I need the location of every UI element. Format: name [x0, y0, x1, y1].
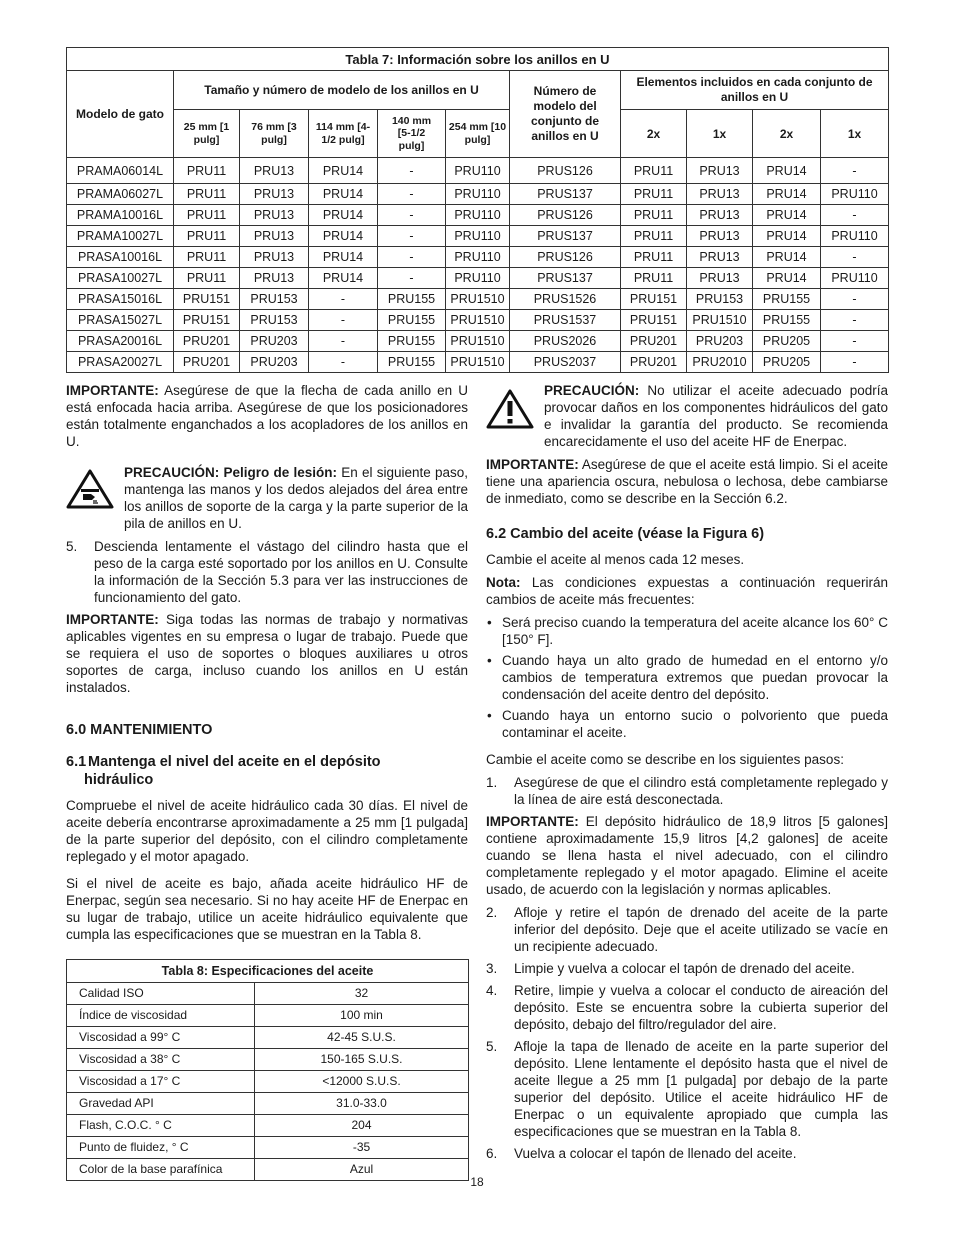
- table-row: [67, 268, 889, 289]
- table-cell: PRU11: [621, 205, 687, 226]
- table-cell: PRU203: [240, 331, 309, 352]
- table-cell: PRU110: [446, 268, 510, 289]
- table-cell: PRU155: [753, 289, 821, 310]
- table-cell: PRU153: [240, 310, 309, 331]
- table-cell: PRU14: [309, 268, 378, 289]
- step-number: 3.: [486, 961, 498, 976]
- step-number: 4.: [486, 983, 498, 998]
- table7-body: [67, 158, 889, 373]
- jack-model-cell: PRASA20027L: [67, 352, 174, 373]
- important-text: Siga todas las normas de trabajo y normativas aplicables vigentes en su empresa o lugar de trabajo. Puede que se requiera el uso de soportes o bloques auxiliares u otros soportes de carga, incluso cuando los anillos en U están instalados.: [66, 612, 468, 695]
- table-cell: PRU151: [174, 310, 240, 331]
- step-text: Vuelva a colocar el tapón de llenado del aceite.: [514, 1146, 797, 1161]
- caution-text: En el siguiente paso, mantenga las manos y los dedos alejados del área entre los anillos de soporte de la carga y la parte superior de la pila de anillos en U.: [124, 465, 468, 531]
- step-6: [486, 1145, 888, 1162]
- table-cell: PRU155: [378, 310, 446, 331]
- table-cell: PRU14: [309, 247, 378, 268]
- table-cell: PRU110: [446, 184, 510, 205]
- table-cell: -: [821, 289, 889, 310]
- count-header: 2x: [621, 110, 687, 158]
- spec-name-cell: Viscosidad a 99° C: [67, 1027, 255, 1049]
- step-number: 5.: [486, 1039, 498, 1054]
- right-column: [486, 382, 888, 1167]
- table-cell: -: [821, 205, 889, 226]
- table-cell: PRUS137: [510, 268, 621, 289]
- table-row: [67, 205, 889, 226]
- table-cell: PRU14: [309, 158, 378, 184]
- table-cell: -: [821, 352, 889, 373]
- bullet-text: Será preciso cuando la temperatura del aceite alcance los 60° C [150° F].: [502, 615, 888, 647]
- table-cell: -: [821, 310, 889, 331]
- paragraph-check-oil: Compruebe el nivel de aceite hidráulico cada 30 días. El nivel de aceite debería encontrarse aproximadamente a 25 mm [1 pulgada] de la parte superior del depósito, con el cilindro completamente replegado y el motor apagado.: [66, 798, 468, 864]
- important-text: Asegúrese de que la flecha de cada anillo en U está enfocada hacia arriba. Asegúrese de que los posicionadores están totalmente enganchados a los acopladores de los anillos en U.: [66, 383, 468, 449]
- table-cell: PRU13: [687, 184, 753, 205]
- table-cell: -: [378, 158, 446, 184]
- table-cell: PRU203: [240, 352, 309, 373]
- table-cell: PRU14: [309, 184, 378, 205]
- table-cell: PRU110: [821, 268, 889, 289]
- table-cell: PRU14: [753, 158, 821, 184]
- caution-label: PRECAUCIÓN: Peligro de lesión:: [124, 465, 337, 480]
- important-note-1: [66, 382, 468, 450]
- table-cell: PRU110: [446, 226, 510, 247]
- table-cell: PRU13: [687, 158, 753, 184]
- jack-model-cell: PRASA20016L: [67, 331, 174, 352]
- table-row: [67, 352, 889, 373]
- table-cell: PRU13: [240, 268, 309, 289]
- spec-name-cell: Flash, C.O.C. ° C: [67, 1115, 255, 1137]
- table-cell: PRUS126: [510, 158, 621, 184]
- spec-name-cell: Índice de viscosidad: [67, 1005, 255, 1027]
- table-cell: PRU201: [174, 331, 240, 352]
- table-cell: PRU13: [687, 205, 753, 226]
- table7-caption: Tabla 7: Información sobre los anillos en U: [67, 48, 889, 71]
- table-row: [67, 1115, 469, 1137]
- table-cell: PRU11: [621, 247, 687, 268]
- table-cell: PRU201: [174, 352, 240, 373]
- table-cell: PRUS1526: [510, 289, 621, 310]
- table-cell: PRU1510: [687, 310, 753, 331]
- spec-value-cell: 42-45 S.U.S.: [255, 1027, 469, 1049]
- table-cell: -: [378, 226, 446, 247]
- left-column: [66, 382, 468, 1181]
- table-cell: PRU13: [240, 205, 309, 226]
- table-cell: PRU13: [687, 247, 753, 268]
- spec-value-cell: 150-165 S.U.S.: [255, 1049, 469, 1071]
- table-cell: PRU14: [309, 205, 378, 226]
- table-cell: -: [821, 158, 889, 184]
- table-cell: PRUS126: [510, 205, 621, 226]
- table-cell: PRU11: [174, 247, 240, 268]
- oil-specs-table: [66, 959, 469, 1181]
- table-cell: PRUS137: [510, 184, 621, 205]
- caution-oil: [486, 382, 888, 450]
- table-cell: PRU1510: [446, 310, 510, 331]
- important-label: IMPORTANTE:: [486, 457, 579, 472]
- section-heading-6-2: 6.2 Cambio del aceite (véase la Figura 6): [486, 526, 765, 542]
- important-label: IMPORTANTE:: [66, 612, 159, 627]
- count-header: 1x: [687, 110, 753, 158]
- table-cell: PRUS1537: [510, 310, 621, 331]
- table-cell: PRU153: [240, 289, 309, 310]
- table-cell: PRU205: [753, 331, 821, 352]
- step-text: Afloje la tapa de llenado de aceite en la parte superior del depósito. Llene lentamente el depósito hasta que el nivel de aceite llegue a 25 mm [1 pulgada] por debajo de la parte superior del depósito. Utilice el aceite hidráulico HF de Enerpac o un equivalente apropiado que cumpla las especificaciones que se muestran en la Tabla 8.: [514, 1039, 888, 1139]
- table-cell: PRU203: [687, 331, 753, 352]
- spec-name-cell: Punto de fluidez, ° C: [67, 1137, 255, 1159]
- step-3: [486, 960, 888, 977]
- step-number: 6.: [486, 1146, 498, 1161]
- jack-model-cell: PRASA10016L: [67, 247, 174, 268]
- step-number: 2.: [486, 905, 498, 920]
- jack-model-cell: PRASA15016L: [67, 289, 174, 310]
- table-cell: PRU13: [687, 226, 753, 247]
- table-cell: PRU1510: [446, 331, 510, 352]
- spec-value-cell: Azul: [255, 1159, 469, 1181]
- spec-value-cell: 32: [255, 983, 469, 1005]
- table-cell: PRU151: [621, 289, 687, 310]
- table-cell: -: [309, 352, 378, 373]
- spec-name-cell: Color de la base parafínica: [67, 1159, 255, 1181]
- jack-model-cell: PRAMA06027L: [67, 184, 174, 205]
- spec-name-cell: Calidad ISO: [67, 983, 255, 1005]
- spec-value-cell: 31.0-33.0: [255, 1093, 469, 1115]
- size-header: 114 mm [4-1/2 pulg]: [309, 110, 378, 158]
- table-row: [67, 1049, 469, 1071]
- step-text: Descienda lentamente el vástago del cilindro hasta que el peso de la carga esté soportado por los anillos en U. Consulte la información de la Sección 5.3 para ver las instrucciones de funcionamiento del gato.: [94, 539, 468, 605]
- step-5: [486, 1038, 888, 1140]
- table-cell: PRU110: [446, 247, 510, 268]
- step-text: Afloje y retire el tapón de drenado del aceite de la parte inferior del depósito. Deje que el aceite utilizado se vacíe en un recipiente adecuado.: [514, 905, 888, 954]
- paragraph-low-oil: Si el nivel de aceite es bajo, añada aceite hidráulico HF de Enerpac, según sea necesario. Si no hay aceite HF de Enerpac en su lugar de trabajo, utilice un aceite hidráulico equivalente que cumpla las especificaciones que se muestran en la Tabla 8.: [66, 876, 468, 942]
- bullet-text: Cuando haya un alto grado de humedad en el entorno y/o cambios de temperatura extremos que puedan provocar la condensación del aceite dentro del depósito.: [502, 653, 888, 702]
- count-header: 2x: [753, 110, 821, 158]
- jack-model-cell: PRAMA06014L: [67, 158, 174, 184]
- table8-body: [67, 983, 469, 1181]
- step-number: 1.: [486, 775, 498, 790]
- table-cell: PRU110: [821, 184, 889, 205]
- page-number: 18: [470, 1175, 484, 1189]
- table-cell: PRU1510: [446, 289, 510, 310]
- paragraph-steps-intro: Cambie el aceite como se describe en los siguientes pasos:: [486, 752, 844, 767]
- caution-text: No utilizar el aceite adecuado podría provocar daños en los componentes hidráulicos del gato e invalidar la garantía del producto. Se recomienda encarecidamente el uso del aceite HF de Enerpac.: [544, 383, 888, 449]
- table-cell: PRUS2037: [510, 352, 621, 373]
- table-cell: PRU14: [753, 184, 821, 205]
- table-cell: PRU155: [378, 289, 446, 310]
- table-cell: PRU11: [621, 158, 687, 184]
- jack-model-cell: PRASA10027L: [67, 268, 174, 289]
- table-cell: PRU153: [687, 289, 753, 310]
- table-cell: PRU11: [174, 158, 240, 184]
- important-label: IMPORTANTE:: [66, 383, 159, 398]
- table-row: [67, 310, 889, 331]
- important-text: El depósito hidráulico de 18,9 litros [5 galones] contiene aproximadamente 15,9 litros [4,2 galones] de aceite cuando se llena hasta el nivel adecuado, con el cilindro completamente replegado y el motor apagado. Elimine el aceite usado, de acuerdo con la legislación y normas aplicables.: [486, 814, 888, 897]
- jack-model-cell: PRAMA10027L: [67, 226, 174, 247]
- step-number: 5.: [66, 539, 78, 554]
- table-row: [67, 247, 889, 268]
- warning-exclamation-icon: [486, 388, 534, 434]
- table-cell: PRU151: [621, 310, 687, 331]
- col-header-sizes: Tamaño y número de modelo de los anillos en U: [174, 71, 510, 110]
- table-cell: PRU13: [687, 268, 753, 289]
- size-header: 254 mm [10 pulg]: [446, 110, 510, 158]
- important-note-2: [66, 611, 468, 696]
- table-row: [67, 289, 889, 310]
- important-note-3: [486, 456, 888, 507]
- spec-name-cell: Viscosidad a 17° C: [67, 1071, 255, 1093]
- section-heading-6-1: [66, 753, 468, 789]
- bullet-text: Cuando haya un entorno sucio o polvoriento que pueda contaminar el aceite.: [502, 708, 888, 740]
- table-cell: PRU205: [753, 352, 821, 373]
- table-cell: PRU14: [753, 247, 821, 268]
- table-cell: PRU151: [174, 289, 240, 310]
- step-text: Retire, limpie y vuelva a colocar el conducto de aireación del depósito. Este se encuentra sobre la cubierta superior del depósito, debajo del filtro/regulador del aire.: [514, 983, 888, 1032]
- col-header-model: Modelo de gato: [67, 71, 174, 158]
- size-header: 140 mm [5-1/2 pulg]: [378, 110, 446, 158]
- table-cell: PRU110: [446, 205, 510, 226]
- table-cell: PRU13: [240, 158, 309, 184]
- table-cell: PRU14: [753, 226, 821, 247]
- table-cell: PRU110: [821, 226, 889, 247]
- table-cell: PRUS126: [510, 247, 621, 268]
- table-cell: PRU14: [753, 268, 821, 289]
- col-header-set: Número de modelo del conjunto de anillos en U: [510, 71, 621, 158]
- jack-model-cell: PRAMA10016L: [67, 205, 174, 226]
- size-header: 25 mm [1 pulg]: [174, 110, 240, 158]
- spec-name-cell: Viscosidad a 38° C: [67, 1049, 255, 1071]
- table-row: [67, 331, 889, 352]
- important-label: IMPORTANTE:: [486, 814, 579, 829]
- section-title-line2: hidráulico: [84, 772, 154, 788]
- step-2: [486, 904, 888, 955]
- table-cell: -: [378, 268, 446, 289]
- important-note-4: [486, 813, 888, 898]
- jack-model-cell: PRASA15027L: [67, 310, 174, 331]
- table-cell: -: [821, 247, 889, 268]
- table-cell: PRU11: [174, 226, 240, 247]
- step-text: Limpie y vuelva a colocar el tapón de drenado del aceite.: [514, 961, 855, 976]
- table-row: [67, 158, 889, 184]
- caution-label: PRECAUCIÓN:: [544, 383, 640, 398]
- note-label: Nota:: [486, 575, 521, 590]
- step-1: [486, 774, 888, 808]
- table-cell: -: [378, 184, 446, 205]
- hand-crush-hazard-icon: [66, 468, 114, 514]
- table-cell: PRU14: [753, 205, 821, 226]
- table-cell: -: [309, 310, 378, 331]
- table-cell: PRU2010: [687, 352, 753, 373]
- spec-value-cell: <12000 S.U.S.: [255, 1071, 469, 1093]
- table-cell: PRU155: [378, 352, 446, 373]
- u-rings-info-table: [66, 47, 889, 373]
- table-cell: PRU14: [309, 226, 378, 247]
- table-row: [67, 1093, 469, 1115]
- table-cell: PRU13: [240, 247, 309, 268]
- table-cell: PRU110: [446, 158, 510, 184]
- table-cell: PRU11: [621, 268, 687, 289]
- step-5: [66, 538, 468, 606]
- table-row: [67, 1005, 469, 1027]
- table-cell: PRU13: [240, 226, 309, 247]
- caution-injury: [66, 464, 468, 532]
- note-conditions: [486, 574, 888, 608]
- spec-value-cell: -35: [255, 1137, 469, 1159]
- table-cell: PRU201: [621, 331, 687, 352]
- spec-name-cell: Gravedad API: [67, 1093, 255, 1115]
- table-row: [67, 1027, 469, 1049]
- table-row: [67, 983, 469, 1005]
- table-cell: PRUS137: [510, 226, 621, 247]
- section-number: 6.1: [66, 754, 87, 770]
- table-cell: PRU201: [621, 352, 687, 373]
- section-heading-maintenance: 6.0 MANTENIMIENTO: [66, 722, 213, 738]
- table-cell: PRUS2026: [510, 331, 621, 352]
- table-cell: -: [821, 331, 889, 352]
- important-text: Asegúrese de que el aceite está limpio. Si el aceite tiene una apariencia oscura, nebulosa o lechosa, debe cambiarse de inmediato, como se describe en la Sección 6.2.: [486, 457, 888, 506]
- table-cell: PRU1510: [446, 352, 510, 373]
- table-cell: PRU11: [174, 268, 240, 289]
- step-text: Asegúrese de que el cilindro está completamente replegado y la línea de aire está desconectada.: [514, 775, 888, 807]
- note-text: Las condiciones expuestas a continuación requerirán cambios de aceite más frecuentes:: [486, 575, 888, 607]
- condition-bullet: • Cuando haya un alto grado de humedad en el entorno y/o cambios de temperatura extremos que puedan provocar la condensación del aceite dentro del depósito.: [487, 653, 888, 702]
- step-4: [486, 982, 888, 1033]
- paragraph-change-interval: Cambie el aceite al menos cada 12 meses.: [486, 552, 745, 567]
- table-cell: PRU155: [378, 331, 446, 352]
- table-cell: PRU11: [621, 184, 687, 205]
- condition-bullet: • Cuando haya un entorno sucio o polvoriento que pueda contaminar el aceite.: [487, 708, 888, 740]
- size-header: 76 mm [3 pulg]: [240, 110, 309, 158]
- table-cell: PRU13: [240, 184, 309, 205]
- table-cell: PRU11: [174, 205, 240, 226]
- table-row: [67, 1071, 469, 1093]
- col-header-included: Elementos incluidos en cada conjunto de anillos en U: [621, 71, 889, 110]
- table-cell: PRU11: [621, 226, 687, 247]
- table-row: [67, 1137, 469, 1159]
- table-cell: PRU155: [753, 310, 821, 331]
- table-cell: -: [378, 205, 446, 226]
- section-title-line1: Mantenga el nivel del aceite en el depósito: [88, 754, 381, 770]
- condition-bullet: • Será preciso cuando la temperatura del aceite alcance los 60° C [150° F].: [487, 615, 888, 647]
- spec-value-cell: 204: [255, 1115, 469, 1137]
- table-row: [67, 226, 889, 247]
- table-cell: PRU11: [174, 184, 240, 205]
- table-cell: -: [378, 247, 446, 268]
- table-cell: -: [309, 289, 378, 310]
- table8-caption: Tabla 8: Especificaciones del aceite: [67, 960, 469, 983]
- count-header: 1x: [821, 110, 889, 158]
- table-row: [67, 184, 889, 205]
- spec-value-cell: 100 min: [255, 1005, 469, 1027]
- table-cell: -: [309, 331, 378, 352]
